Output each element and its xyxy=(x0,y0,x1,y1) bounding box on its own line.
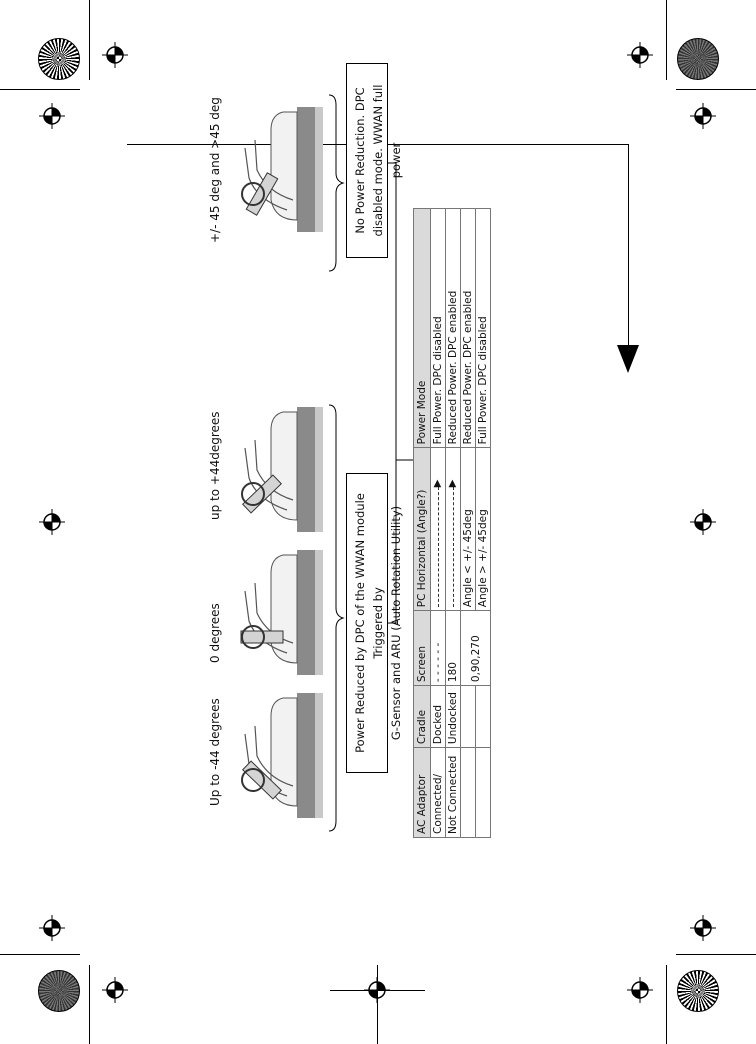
crop-mark xyxy=(676,954,756,955)
tablet-angle-figure xyxy=(227,543,332,683)
registration-mark-icon xyxy=(102,977,128,1003)
no-reduction-box xyxy=(346,63,403,258)
crop-mark xyxy=(666,0,667,80)
angle-cell: Angle > +/- 45deg xyxy=(476,448,491,611)
registration-mark-icon xyxy=(690,509,716,535)
cradle-cell xyxy=(476,686,491,748)
registration-mark-icon xyxy=(627,977,653,1003)
table-row xyxy=(446,209,461,838)
tablet-angle-figure xyxy=(227,686,332,826)
dashed-arrow xyxy=(438,487,439,607)
ac-adaptor-cell xyxy=(461,748,476,838)
table-header-cell: Cradle xyxy=(414,686,431,748)
registration-mark-icon xyxy=(690,103,716,129)
rotated-content xyxy=(205,8,505,838)
tablet-angle-figure xyxy=(227,400,332,540)
dpc-description-line: Power Reduced by DPC of the WWAN module Triggered by xyxy=(353,493,385,753)
power-mode-cell: Reduced Power. DPC enabled xyxy=(461,209,476,448)
crop-mark xyxy=(89,965,90,1044)
crop-mark xyxy=(377,965,378,1044)
table-row xyxy=(461,209,476,838)
table-header-cell: PC Horizontal (Angle?) xyxy=(414,448,431,611)
table-header-row xyxy=(414,209,431,838)
no-reduction-line: No Power Reduction. DPC xyxy=(353,87,367,234)
ac-adaptor-cell xyxy=(476,748,491,838)
brace-full-power-group xyxy=(327,93,345,273)
cradle-cell: Docked xyxy=(431,686,446,748)
power-mode-cell: Full Power. DPC disabled xyxy=(476,209,491,448)
angle-cell xyxy=(446,448,461,611)
arrow-head-icon: ▶ xyxy=(447,479,458,488)
crop-mark xyxy=(0,954,80,955)
angle-caption: up to +44degrees xyxy=(208,411,222,520)
screen-cell: 180 xyxy=(446,611,461,686)
dpc-description-line: G-Sensor and ARU (Auto Rotation Utility) xyxy=(388,505,403,741)
registration-mark-icon xyxy=(102,42,128,68)
table-row xyxy=(431,209,446,838)
angle-caption: Up to -44 degrees xyxy=(208,698,222,806)
brace-dpc-group xyxy=(327,403,345,833)
tablet-angle-figure xyxy=(227,100,332,240)
crop-mark xyxy=(0,89,80,90)
page-turn-triangle-icon xyxy=(617,345,639,373)
angle-caption: 0 degrees xyxy=(208,603,222,663)
power-mode-cell: Full Power. DPC disabled xyxy=(431,209,446,448)
ac-adaptor-cell: Connected/ xyxy=(431,748,446,838)
cradle-cell xyxy=(461,686,476,748)
angle-caption: +/- 45 deg and >45 deg xyxy=(208,97,222,243)
crop-mark xyxy=(676,89,756,90)
registration-mark-icon xyxy=(39,103,65,129)
registration-mark-icon xyxy=(627,42,653,68)
arrow-head-icon: ▶ xyxy=(432,479,443,488)
angle-cell xyxy=(431,448,446,611)
table-header-cell: Power Mode xyxy=(414,209,431,448)
power-mode-cell: Reduced Power. DPC enabled xyxy=(446,209,461,448)
cradle-cell: Undocked xyxy=(446,686,461,748)
ac-adaptor-cell: Not Connected xyxy=(446,748,461,838)
no-reduction-line: disabled mode. WWAN full power xyxy=(370,84,403,237)
starburst-mark-icon xyxy=(38,38,80,80)
table-header-cell: AC Adaptor xyxy=(414,748,431,838)
starburst-mark-icon xyxy=(38,970,80,1012)
screen-cell: - - - - - - xyxy=(431,611,446,686)
connector-lines xyxy=(388,8,414,838)
crop-mark xyxy=(89,0,90,80)
table-row xyxy=(476,209,491,838)
registration-mark-icon xyxy=(39,915,65,941)
power-mode-table xyxy=(413,208,491,838)
table-header-cell: Screen xyxy=(414,611,431,686)
dashed-arrow xyxy=(453,487,454,607)
starburst-mark-icon xyxy=(677,970,719,1012)
angle-cell: Angle < +/- 45deg xyxy=(461,448,476,611)
dpc-description-box xyxy=(346,473,403,773)
registration-mark-icon xyxy=(690,915,716,941)
screen-cell: 0,90,270 xyxy=(461,611,491,686)
registration-mark-icon xyxy=(39,509,65,535)
starburst-mark-icon xyxy=(677,38,719,80)
frame-right-line xyxy=(628,144,629,349)
crop-mark xyxy=(666,965,667,1044)
